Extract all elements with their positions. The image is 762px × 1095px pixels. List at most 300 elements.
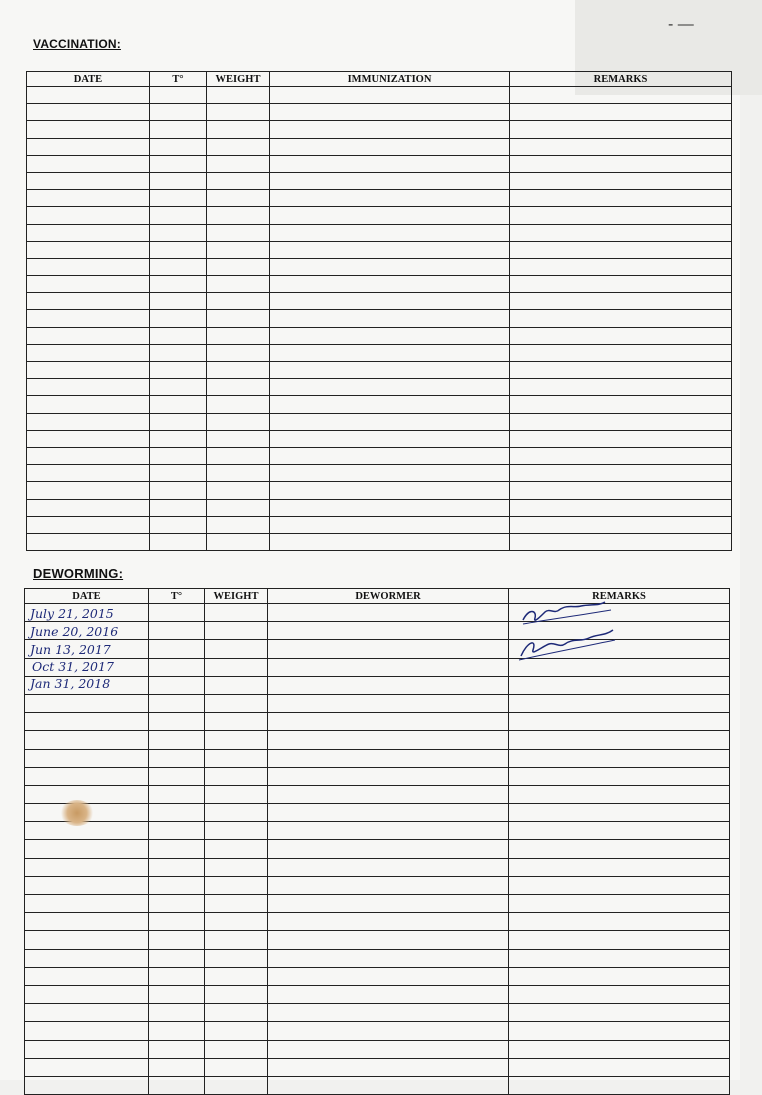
table-cell xyxy=(510,516,732,533)
table-cell xyxy=(207,413,270,430)
table-cell xyxy=(25,1076,149,1094)
table-cell xyxy=(25,694,149,712)
table-cell xyxy=(149,840,205,858)
table-cell xyxy=(270,465,510,482)
table-cell xyxy=(25,1058,149,1076)
table-row xyxy=(25,858,730,876)
table-cell xyxy=(27,516,150,533)
table-cell xyxy=(270,258,510,275)
table-cell xyxy=(150,155,207,172)
table-cell xyxy=(27,121,150,138)
table-cell xyxy=(509,1058,730,1076)
table-cell xyxy=(270,224,510,241)
table-row xyxy=(27,413,732,430)
table-cell xyxy=(270,447,510,464)
table-cell xyxy=(149,822,205,840)
table-cell xyxy=(27,327,150,344)
table-cell xyxy=(268,713,509,731)
table-cell xyxy=(25,913,149,931)
table-row xyxy=(25,804,730,822)
table-cell xyxy=(149,913,205,931)
table-cell xyxy=(509,694,730,712)
table-cell xyxy=(509,985,730,1003)
table-cell xyxy=(149,985,205,1003)
table-cell xyxy=(268,967,509,985)
table-cell xyxy=(149,658,205,676)
table-cell xyxy=(509,767,730,785)
table-cell xyxy=(25,785,149,803)
table-cell xyxy=(149,713,205,731)
table-cell xyxy=(205,949,268,967)
table-cell xyxy=(509,822,730,840)
table-row xyxy=(27,465,732,482)
table-row xyxy=(27,155,732,172)
table-cell xyxy=(268,785,509,803)
column-header-remarks: REMARKS xyxy=(510,72,732,87)
table-cell xyxy=(150,224,207,241)
table-row xyxy=(25,876,730,894)
table-row xyxy=(25,785,730,803)
table-cell xyxy=(150,207,207,224)
table-cell xyxy=(510,482,732,499)
table-cell xyxy=(205,749,268,767)
table-cell xyxy=(150,482,207,499)
table-cell xyxy=(509,931,730,949)
table-cell xyxy=(149,622,205,640)
column-header-date: DATE xyxy=(25,589,149,604)
table-cell xyxy=(509,949,730,967)
table-cell xyxy=(27,379,150,396)
table-cell xyxy=(25,1040,149,1058)
table-cell xyxy=(149,676,205,694)
table-cell xyxy=(510,310,732,327)
table-cell xyxy=(150,258,207,275)
table-cell xyxy=(27,310,150,327)
table-cell xyxy=(27,430,150,447)
table-cell xyxy=(207,396,270,413)
table-cell xyxy=(268,640,509,658)
table-cell xyxy=(270,499,510,516)
table-row xyxy=(25,967,730,985)
table-cell xyxy=(207,293,270,310)
table-cell xyxy=(25,858,149,876)
table-row xyxy=(25,822,730,840)
table-cell xyxy=(510,258,732,275)
table-cell xyxy=(509,913,730,931)
table-cell xyxy=(207,104,270,121)
table-row xyxy=(27,276,732,293)
table-row xyxy=(27,104,732,121)
table-cell xyxy=(205,895,268,913)
table-cell xyxy=(25,1004,149,1022)
table-row xyxy=(25,731,730,749)
handwritten-date: June 20, 2016 xyxy=(30,624,119,639)
table-cell xyxy=(27,482,150,499)
table-cell xyxy=(509,731,730,749)
table-cell xyxy=(205,1022,268,1040)
table-cell xyxy=(25,876,149,894)
column-header-temperature: T° xyxy=(149,589,205,604)
table-cell xyxy=(270,293,510,310)
table-cell xyxy=(509,1004,730,1022)
table-cell xyxy=(207,499,270,516)
table-cell xyxy=(509,804,730,822)
table-cell xyxy=(207,533,270,550)
table-cell xyxy=(510,155,732,172)
table-cell xyxy=(149,1004,205,1022)
table-cell xyxy=(149,694,205,712)
table-cell xyxy=(27,224,150,241)
table-cell xyxy=(510,499,732,516)
table-header-row xyxy=(27,72,732,87)
table-cell xyxy=(268,931,509,949)
table-cell xyxy=(510,327,732,344)
table-cell xyxy=(509,785,730,803)
table-cell xyxy=(510,276,732,293)
table-cell xyxy=(268,1040,509,1058)
table-cell xyxy=(510,224,732,241)
table-cell xyxy=(270,138,510,155)
table-row xyxy=(25,1040,730,1058)
table-cell xyxy=(270,327,510,344)
table-cell xyxy=(205,731,268,749)
table-cell xyxy=(205,1076,268,1094)
table-row xyxy=(25,840,730,858)
table-cell xyxy=(207,482,270,499)
table-cell xyxy=(510,344,732,361)
table-cell xyxy=(268,731,509,749)
table-cell xyxy=(509,967,730,985)
table-cell xyxy=(268,840,509,858)
table-cell xyxy=(27,533,150,550)
table-cell xyxy=(27,413,150,430)
table-cell xyxy=(149,858,205,876)
table-cell xyxy=(268,858,509,876)
table-cell xyxy=(27,447,150,464)
column-header-date: DATE xyxy=(27,72,150,87)
table-cell xyxy=(509,749,730,767)
table-cell xyxy=(207,362,270,379)
table-cell xyxy=(270,516,510,533)
table-cell xyxy=(510,293,732,310)
table-row xyxy=(25,985,730,1003)
table-row xyxy=(27,258,732,275)
table-cell xyxy=(268,985,509,1003)
table-cell xyxy=(270,413,510,430)
table-cell xyxy=(205,713,268,731)
table-cell xyxy=(25,713,149,731)
table-cell xyxy=(207,310,270,327)
table-cell xyxy=(207,344,270,361)
table-row xyxy=(25,931,730,949)
table-cell xyxy=(27,241,150,258)
table-cell xyxy=(150,362,207,379)
table-cell xyxy=(27,344,150,361)
table-row xyxy=(27,121,732,138)
table-cell xyxy=(150,430,207,447)
table-cell xyxy=(207,258,270,275)
table-cell xyxy=(270,310,510,327)
stain-mark xyxy=(60,800,94,826)
table-cell xyxy=(270,172,510,189)
table-row xyxy=(27,396,732,413)
table-cell xyxy=(149,604,205,622)
table-cell xyxy=(25,1022,149,1040)
table-cell xyxy=(205,876,268,894)
table-cell xyxy=(510,207,732,224)
table-cell xyxy=(510,379,732,396)
table-cell xyxy=(207,121,270,138)
table-cell xyxy=(149,1076,205,1094)
table-cell xyxy=(149,967,205,985)
table-cell xyxy=(205,931,268,949)
table-cell xyxy=(25,767,149,785)
table-cell xyxy=(150,413,207,430)
table-cell xyxy=(268,694,509,712)
table-cell xyxy=(268,822,509,840)
table-cell xyxy=(270,121,510,138)
table-cell xyxy=(149,731,205,749)
corner-mark: - — xyxy=(668,16,694,33)
table-cell xyxy=(509,895,730,913)
table-cell xyxy=(268,622,509,640)
table-row xyxy=(27,172,732,189)
table-cell xyxy=(510,138,732,155)
table-cell xyxy=(27,465,150,482)
table-cell xyxy=(150,190,207,207)
table-row xyxy=(27,362,732,379)
table-cell xyxy=(150,310,207,327)
table-cell xyxy=(205,785,268,803)
table-cell xyxy=(25,967,149,985)
table-cell xyxy=(207,276,270,293)
table-cell xyxy=(205,858,268,876)
table-cell xyxy=(268,658,509,676)
table-cell xyxy=(149,876,205,894)
table-cell xyxy=(510,430,732,447)
table-cell xyxy=(270,276,510,293)
table-cell xyxy=(207,379,270,396)
table-cell xyxy=(207,172,270,189)
table-cell xyxy=(268,895,509,913)
handwritten-date: July 21, 2015 xyxy=(30,606,114,621)
table-row xyxy=(27,310,732,327)
table-cell xyxy=(270,379,510,396)
table-cell xyxy=(27,172,150,189)
table-row xyxy=(27,447,732,464)
table-cell xyxy=(510,362,732,379)
table-row xyxy=(27,87,732,104)
table-cell xyxy=(205,694,268,712)
table-cell xyxy=(149,767,205,785)
table-cell xyxy=(205,658,268,676)
table-cell xyxy=(207,447,270,464)
column-header-weight: WEIGHT xyxy=(205,589,268,604)
column-header-immunization: IMMUNIZATION xyxy=(270,72,510,87)
table-cell xyxy=(205,767,268,785)
table-cell xyxy=(268,604,509,622)
table-row xyxy=(25,713,730,731)
table-cell xyxy=(510,465,732,482)
column-header-dewormer: DEWORMER xyxy=(268,589,509,604)
table-row xyxy=(25,1022,730,1040)
table-cell xyxy=(270,104,510,121)
table-cell xyxy=(268,767,509,785)
table-cell xyxy=(270,155,510,172)
table-cell xyxy=(270,533,510,550)
table-cell xyxy=(270,482,510,499)
table-cell xyxy=(268,676,509,694)
table-cell xyxy=(149,640,205,658)
table-cell xyxy=(27,138,150,155)
table-cell xyxy=(510,190,732,207)
table-cell xyxy=(149,931,205,949)
table-cell xyxy=(207,430,270,447)
table-cell xyxy=(509,1022,730,1040)
table-cell xyxy=(150,327,207,344)
table-cell xyxy=(268,1076,509,1094)
table-row xyxy=(27,241,732,258)
table-cell xyxy=(150,87,207,104)
table-row xyxy=(27,430,732,447)
table-cell xyxy=(27,258,150,275)
table-cell xyxy=(150,276,207,293)
table-cell xyxy=(27,207,150,224)
table-cell xyxy=(150,465,207,482)
table-cell xyxy=(509,1040,730,1058)
table-cell xyxy=(150,396,207,413)
table-cell xyxy=(149,804,205,822)
table-row xyxy=(27,344,732,361)
table-cell xyxy=(205,676,268,694)
table-cell xyxy=(205,840,268,858)
table-cell xyxy=(270,241,510,258)
table-cell xyxy=(149,895,205,913)
table-cell xyxy=(25,895,149,913)
table-cell xyxy=(149,1022,205,1040)
table-cell xyxy=(207,207,270,224)
table-cell xyxy=(25,949,149,967)
table-cell xyxy=(150,104,207,121)
table-row xyxy=(25,949,730,967)
table-cell xyxy=(270,396,510,413)
table-cell xyxy=(270,87,510,104)
table-row xyxy=(27,379,732,396)
table-cell xyxy=(205,1058,268,1076)
table-row xyxy=(27,327,732,344)
table-row xyxy=(25,1058,730,1076)
table-cell xyxy=(207,138,270,155)
table-row xyxy=(27,516,732,533)
table-cell xyxy=(270,362,510,379)
table-cell xyxy=(150,172,207,189)
table-cell xyxy=(27,499,150,516)
table-cell xyxy=(205,913,268,931)
table-cell xyxy=(510,447,732,464)
table-cell xyxy=(25,822,149,840)
deworming-heading: DEWORMING: xyxy=(33,566,124,581)
table-cell xyxy=(25,931,149,949)
table-cell xyxy=(207,190,270,207)
table-cell xyxy=(25,985,149,1003)
table-row xyxy=(25,676,730,694)
table-row xyxy=(27,499,732,516)
table-row xyxy=(27,138,732,155)
table-cell xyxy=(268,913,509,931)
table-cell xyxy=(149,1040,205,1058)
table-cell xyxy=(268,1022,509,1040)
table-row xyxy=(27,190,732,207)
table-cell xyxy=(268,876,509,894)
table-cell xyxy=(509,876,730,894)
table-cell xyxy=(510,172,732,189)
table-cell xyxy=(207,516,270,533)
table-cell xyxy=(27,293,150,310)
table-cell xyxy=(510,396,732,413)
table-cell xyxy=(207,327,270,344)
table-cell xyxy=(150,516,207,533)
table-cell xyxy=(150,138,207,155)
table-cell xyxy=(510,241,732,258)
table-cell xyxy=(205,967,268,985)
table-cell xyxy=(270,207,510,224)
table-cell xyxy=(268,949,509,967)
table-cell xyxy=(509,713,730,731)
table-cell xyxy=(150,533,207,550)
table-row xyxy=(27,293,732,310)
table-cell xyxy=(509,840,730,858)
vaccination-table xyxy=(26,71,732,551)
table-cell xyxy=(27,396,150,413)
table-cell xyxy=(207,241,270,258)
table-cell xyxy=(25,749,149,767)
table-cell xyxy=(27,87,150,104)
column-header-temperature: T° xyxy=(150,72,207,87)
table-cell xyxy=(510,121,732,138)
table-cell xyxy=(150,344,207,361)
table-row xyxy=(25,895,730,913)
table-cell xyxy=(149,949,205,967)
table-cell xyxy=(27,362,150,379)
table-cell xyxy=(149,749,205,767)
table-cell xyxy=(150,499,207,516)
table-row xyxy=(25,767,730,785)
table-cell xyxy=(205,604,268,622)
table-cell xyxy=(150,121,207,138)
table-cell xyxy=(207,155,270,172)
table-row xyxy=(25,1004,730,1022)
table-cell xyxy=(27,190,150,207)
table-cell xyxy=(509,858,730,876)
table-row xyxy=(27,224,732,241)
table-cell xyxy=(150,241,207,258)
table-cell xyxy=(149,1058,205,1076)
handwritten-date: Jun 13, 2017 xyxy=(30,642,111,657)
table-row xyxy=(25,1076,730,1094)
table-cell xyxy=(205,622,268,640)
table-row xyxy=(27,533,732,550)
table-row xyxy=(25,694,730,712)
table-cell xyxy=(25,731,149,749)
table-cell xyxy=(27,155,150,172)
table-cell xyxy=(25,840,149,858)
table-cell xyxy=(149,785,205,803)
table-cell xyxy=(205,640,268,658)
table-cell xyxy=(207,224,270,241)
table-row xyxy=(25,913,730,931)
table-cell xyxy=(270,190,510,207)
table-cell xyxy=(268,804,509,822)
